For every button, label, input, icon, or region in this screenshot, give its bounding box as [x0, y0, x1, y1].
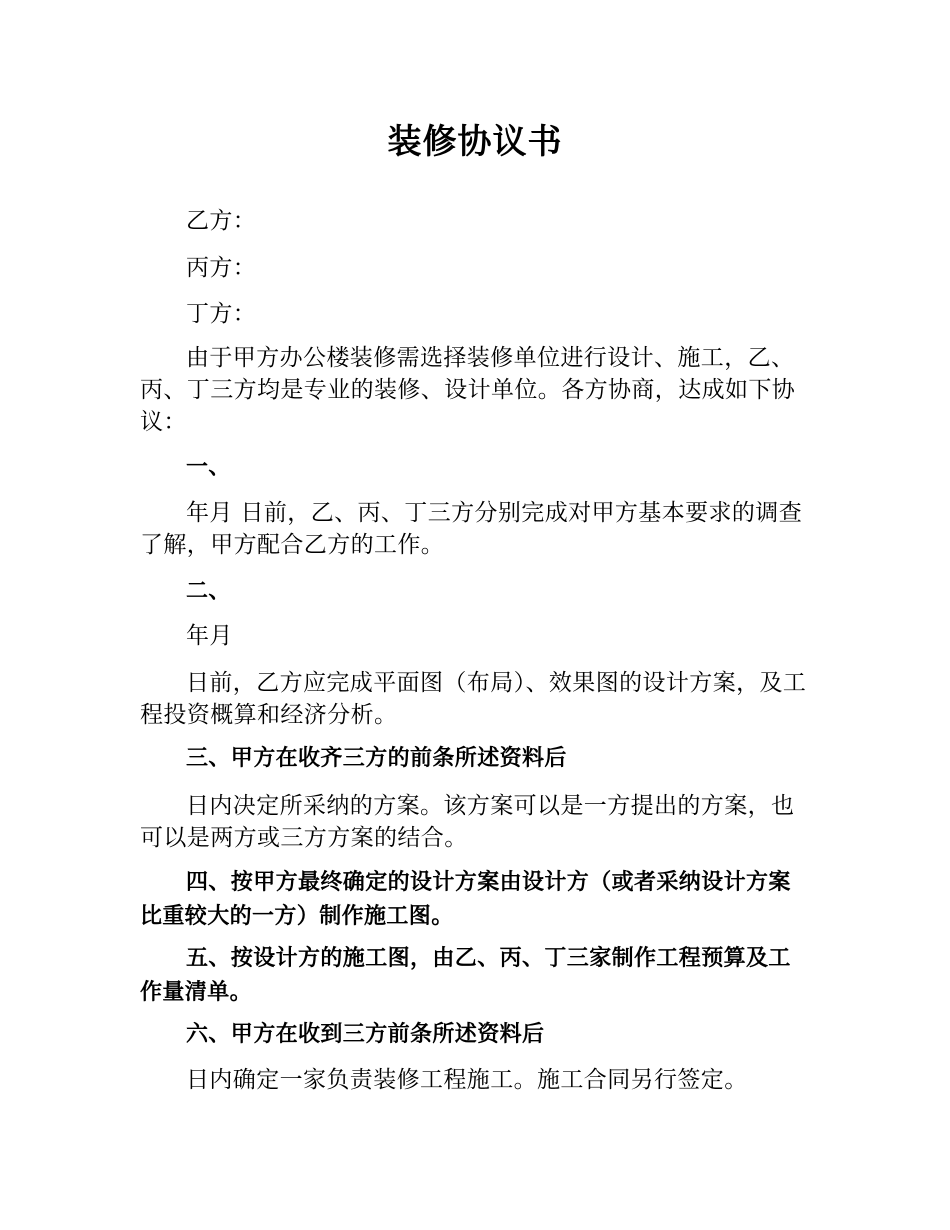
section-3-heading: 三、甲方在收齐三方的前条所述资料后 — [186, 746, 567, 771]
party-b-line: 乙方： — [186, 208, 257, 234]
section-1-heading: 一、 — [186, 455, 231, 480]
section-5-paragraph: 五、按设计方的施工图，由乙、丙、丁三家制作工程预算及工作量清单。 — [140, 946, 791, 1005]
section-2-heading: 二、 — [186, 579, 231, 604]
party-c-line: 丙方： — [186, 255, 257, 281]
preamble-paragraph: 由于甲方办公楼装修需选择装修单位进行设计、施工，乙、丙、丁三方均是专业的装修、设计单位。各方协商，达成如下协议： — [140, 345, 796, 435]
section-2-text: 日前，乙方应完成平面图（布局）、效果图的设计方案，及工程投资概算和经济分析。 — [140, 670, 807, 728]
section-1-text: 年月 日前，乙、丙、丁三方分别完成对甲方基本要求的调查了解，甲方配合乙方的工作。 — [140, 500, 803, 558]
section-6-heading: 六、甲方在收到三方前条所述资料后 — [186, 1022, 545, 1047]
document-title: 装修协议书 — [387, 122, 563, 162]
section-2-date-line: 年月 — [186, 623, 233, 649]
section-6-text: 日内确定一家负责装修工程施工。施工合同另行签定。 — [186, 1067, 748, 1093]
section-3-text: 日内决定所采纳的方案。该方案可以是一方提出的方案，也可以是两方或三方方案的结合。 — [140, 793, 795, 851]
party-d-line: 丁方： — [186, 301, 257, 327]
section-4-paragraph: 四、按甲方最终确定的设计方案由设计方（或者采纳设计方案比重较大的一方）制作施工图。 — [140, 870, 791, 929]
